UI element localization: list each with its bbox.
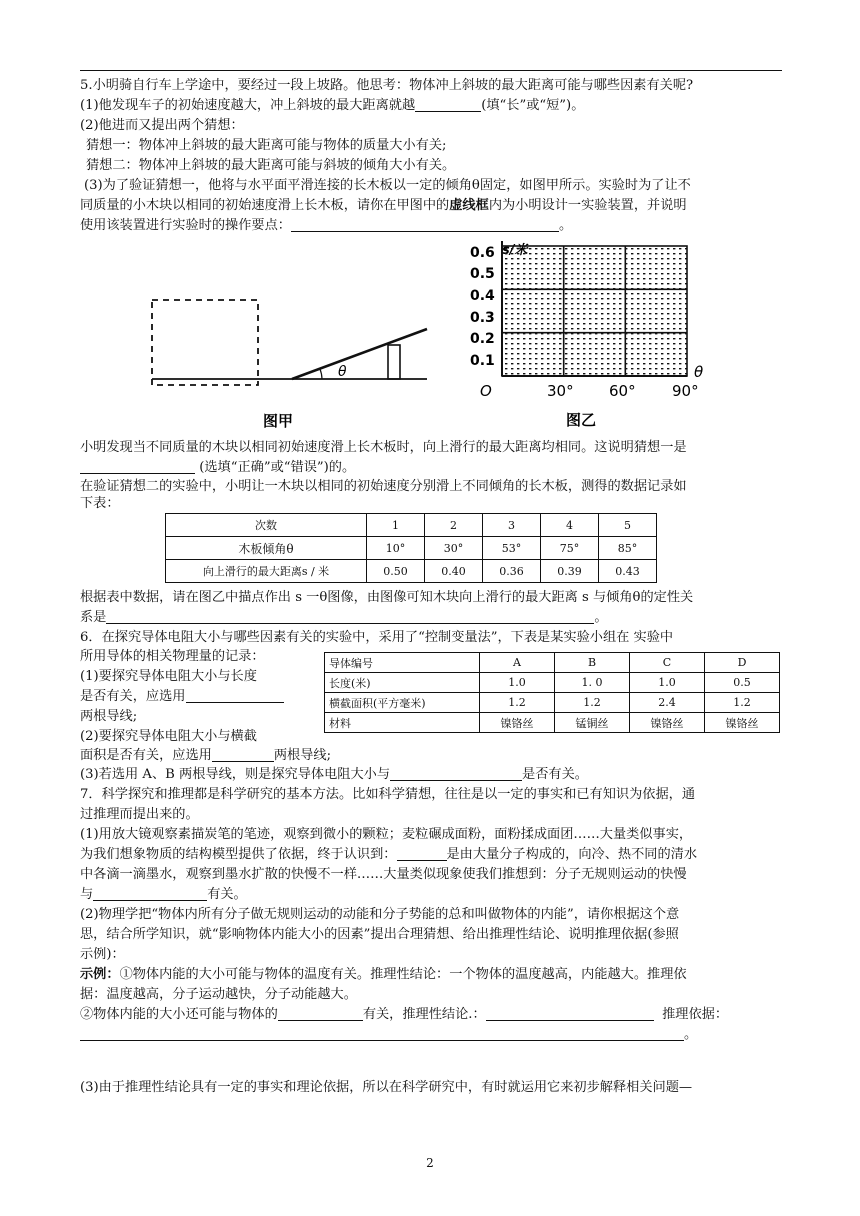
table-cell: 向上滑行的最大距离s / 米 (166, 560, 367, 583)
q6-part3: (3)若选用 A、B 两根导线，则是探究导体电阻大小与 是否有关。 (80, 767, 588, 782)
q5-data-table (165, 513, 657, 583)
table-cell: 0.40 (425, 560, 483, 583)
table-row (325, 713, 780, 733)
q6-intro: 6．在探究导体电阻大小与哪些因素有关的实验中，采用了“控制变量法”，下表是某实验小组在 实验中 (80, 630, 674, 645)
q5-part3-line3: 使用该装置进行实验时的操作要点： 。 (80, 218, 573, 233)
table-cell: 1.2 (705, 693, 780, 713)
q7-blank-2[interactable] (93, 886, 207, 901)
q7-blank-3[interactable] (278, 1006, 363, 1021)
table-cell: 1. 0 (555, 673, 630, 693)
q5-part3-line1: (3)为了验证猜想一，他将与水平面平滑连接的长木板以一定的倾角θ固定，如图甲所示。实验时为了让不 (84, 178, 691, 193)
table-cell: 1.2 (480, 693, 555, 713)
table-row (166, 514, 657, 537)
q5-part2: (2)他进而又提出两个猜想： (80, 118, 244, 133)
table-cell: 镍铬丝 (630, 713, 705, 733)
table-cell: 次数 (166, 514, 367, 537)
table-cell: B (555, 653, 630, 673)
q5-part3-blank[interactable] (291, 217, 559, 232)
table-cell: 2.4 (630, 693, 705, 713)
y-tick: 0.3 (470, 310, 495, 326)
x-tick: 60° (609, 382, 636, 400)
page-number: 2 (426, 1156, 434, 1170)
x-tick: 90° (672, 382, 699, 400)
table-cell: 1.2 (555, 693, 630, 713)
table-cell: 3 (483, 514, 541, 537)
q5-plot-line2: 系是 。 (80, 610, 608, 625)
q6-part2-line1: (2)要探究导体电阻大小与横截 (80, 729, 257, 744)
table-cell: 75° (541, 537, 599, 560)
table-cell: 0.36 (483, 560, 541, 583)
q7-line14: (3)由于推理性结论具有一定的事实和理论依据，所以在科学研究中，有时就运用它来初步解释相关问题— (80, 1080, 693, 1095)
q5-finding-line1: 小明发现当不同质量的木块以相同初始速度滑上长木板时，向上滑行的最大距离均相同。这说明猜想一是 (80, 440, 687, 455)
table-row (325, 653, 780, 673)
table-cell: 锰铜丝 (555, 713, 630, 733)
q7-blank-5[interactable] (80, 1026, 684, 1041)
table-cell: 横截面积(平方毫米) (325, 693, 480, 713)
q7-line1: 7．科学探究和推理都是科学研究的基本方法。比如科学猜想，往往是以一定的事实和已有知识为依据，通 (80, 787, 696, 802)
x-axis-label: θ (694, 363, 704, 381)
q7-example-line2: 据：温度越高，分子运动越快，分子动能越大。 (80, 987, 357, 1002)
table-cell: 4 (541, 514, 599, 537)
table-cell: 镍铬丝 (705, 713, 780, 733)
q5-intro: 5.小明骑自行车上学途中，要经过一段上坡路。他思考：物体冲上斜坡的最大距离可能与哪些因素有关呢? (80, 78, 694, 93)
table-row (166, 560, 657, 583)
table-cell: 0.43 (599, 560, 657, 583)
y-ticks (470, 245, 495, 369)
table-row (166, 537, 657, 560)
q7-example: 示例：①物体内能的大小可能与物体的温度有关。推理性结论：一个物体的温度越高，内能越大。推理依 (80, 967, 687, 982)
q7-blank-1[interactable] (397, 846, 447, 861)
table-cell: 30° (425, 537, 483, 560)
table-row (325, 673, 780, 693)
q6-part2-blank[interactable] (212, 747, 274, 762)
figure-jia (140, 292, 440, 432)
table-cell: 镍铬丝 (480, 713, 555, 733)
table-cell: 材料 (325, 713, 480, 733)
q6-part2-line2: 面积是否有关，应选用 两根导线; (80, 748, 332, 763)
q7-line8: 思，结合所学知识，就“影响物体内能大小的因素”提出合理猜想、给出推理性结论、说明推理依据(参照 (80, 927, 679, 942)
q7-line9: 示例)： (80, 947, 125, 962)
table-cell: 5 (599, 514, 657, 537)
table-cell: 0.5 (705, 673, 780, 693)
figure-yi-caption: 图乙 (566, 411, 597, 429)
q5-verify2-line2: 下表： (80, 496, 120, 511)
q5-verify2-line1: 在验证猜想二的实验中，小明让一木块以相同的初始速度分别滑上不同倾角的长木板，测得的数据记录如 (80, 479, 687, 494)
q5-part3-line2: 同质量的小木块以相同的初始速度滑上长木板，请你在甲图中的虚线框内为小明设计一实验装置，并说明 (80, 198, 687, 213)
table-cell: 0.50 (367, 560, 425, 583)
q5-part1: (1)他发现车子的初始速度越大，冲上斜坡的最大距离就越 (填“长”或“短”)。 (80, 98, 585, 113)
header-rule (80, 70, 782, 71)
table-cell: 1.0 (630, 673, 705, 693)
support-block (388, 345, 400, 379)
figure-jia-caption: 图甲 (263, 412, 294, 430)
q5-guess1: 猜想一：物体冲上斜坡的最大距离可能与物体的质量大小有关; (86, 138, 447, 153)
x-ticks (547, 382, 699, 400)
q5-part1-blank[interactable] (415, 97, 481, 112)
q7-line13: 。 (80, 1026, 697, 1044)
incline-board (292, 329, 427, 379)
angle-label: θ (338, 364, 347, 380)
table-cell: 木板倾角θ (166, 537, 367, 560)
table-cell: 导体编号 (325, 653, 480, 673)
q7-line2: 过推理而提出来的。 (80, 807, 199, 822)
table-cell: 10° (367, 537, 425, 560)
origin-label: O (480, 382, 492, 400)
q6-conductor-table (324, 652, 780, 733)
q6-part1-line3: 两根导线; (80, 709, 138, 724)
y-tick: 0.4 (470, 288, 495, 304)
q6-part1-line1: (1)要探究导体电阻大小与长度 (80, 669, 257, 684)
q7-part2-answer: ②物体内能的大小还可能与物体的 有关，推理性结论.： 推理依据： (80, 1007, 729, 1022)
x-tick: 30° (547, 382, 574, 400)
table-cell: 0.39 (541, 560, 599, 583)
q5-guess2: 猜想二：物体冲上斜坡的最大距离可能与斜坡的倾角大小有关。 (86, 158, 456, 173)
table-cell: C (630, 653, 705, 673)
q5-finding-line2: (选填“正确”或“错误”)的。 (80, 459, 355, 477)
table-row (325, 693, 780, 713)
q6-part1-line2: 是否有关，应选用 (80, 688, 284, 706)
q6-part1-blank[interactable] (186, 688, 284, 703)
q7-line6: 与 有关。 (80, 887, 247, 902)
q5-plot-line1: 根据表中数据，请在图乙中描点作出 s 一θ图像，由图像可知木块向上滑行的最大距离 s 与倾角θ的定性关 (80, 590, 694, 605)
table-cell: 85° (599, 537, 657, 560)
table-cell: A (480, 653, 555, 673)
y-tick: 0.1 (470, 353, 495, 369)
q7-line3: (1)用放大镜观察素描炭笔的笔迹，观察到微小的颗粒；麦粒碾成面粉，面粉揉成面团……大量类似事实， (80, 827, 693, 842)
y-tick: 0.2 (470, 331, 495, 347)
table-cell: 2 (425, 514, 483, 537)
q5-finding-blank[interactable] (80, 459, 195, 474)
q6-line2: 所用导体的相关物理量的记录： (80, 649, 265, 664)
y-tick: 0.5 (470, 266, 495, 282)
q5-plot-blank[interactable] (106, 609, 594, 624)
q6-part3-blank[interactable] (390, 766, 522, 781)
q7-line5: 中各滴一滴墨水，观察到墨水扩散的快慢不一样……大量类似现象使我们推想到：分子无规则运动的快慢 (80, 867, 687, 882)
table-cell: 1 (367, 514, 425, 537)
table-cell: 1.0 (480, 673, 555, 693)
table-cell: 53° (483, 537, 541, 560)
y-tick: 0.6 (470, 245, 495, 261)
table-cell: D (705, 653, 780, 673)
q7-blank-4[interactable] (486, 1006, 654, 1021)
plot-grid[interactable] (502, 246, 687, 376)
figure-yi (462, 236, 722, 436)
angle-arc (320, 369, 322, 379)
q7-line4: 为我们想象物质的结构模型提供了依据，终于认识到： 是由大量分子构成的，向冷、热不同的清水 (80, 847, 698, 862)
table-cell: 长度(米) (325, 673, 480, 693)
dashed-box[interactable] (152, 300, 258, 385)
q7-line7: (2)物理学把“物体内所有分子做无规则运动的动能和分子势能的总和叫做物体的内能”，请你根据这个意 (80, 907, 680, 922)
